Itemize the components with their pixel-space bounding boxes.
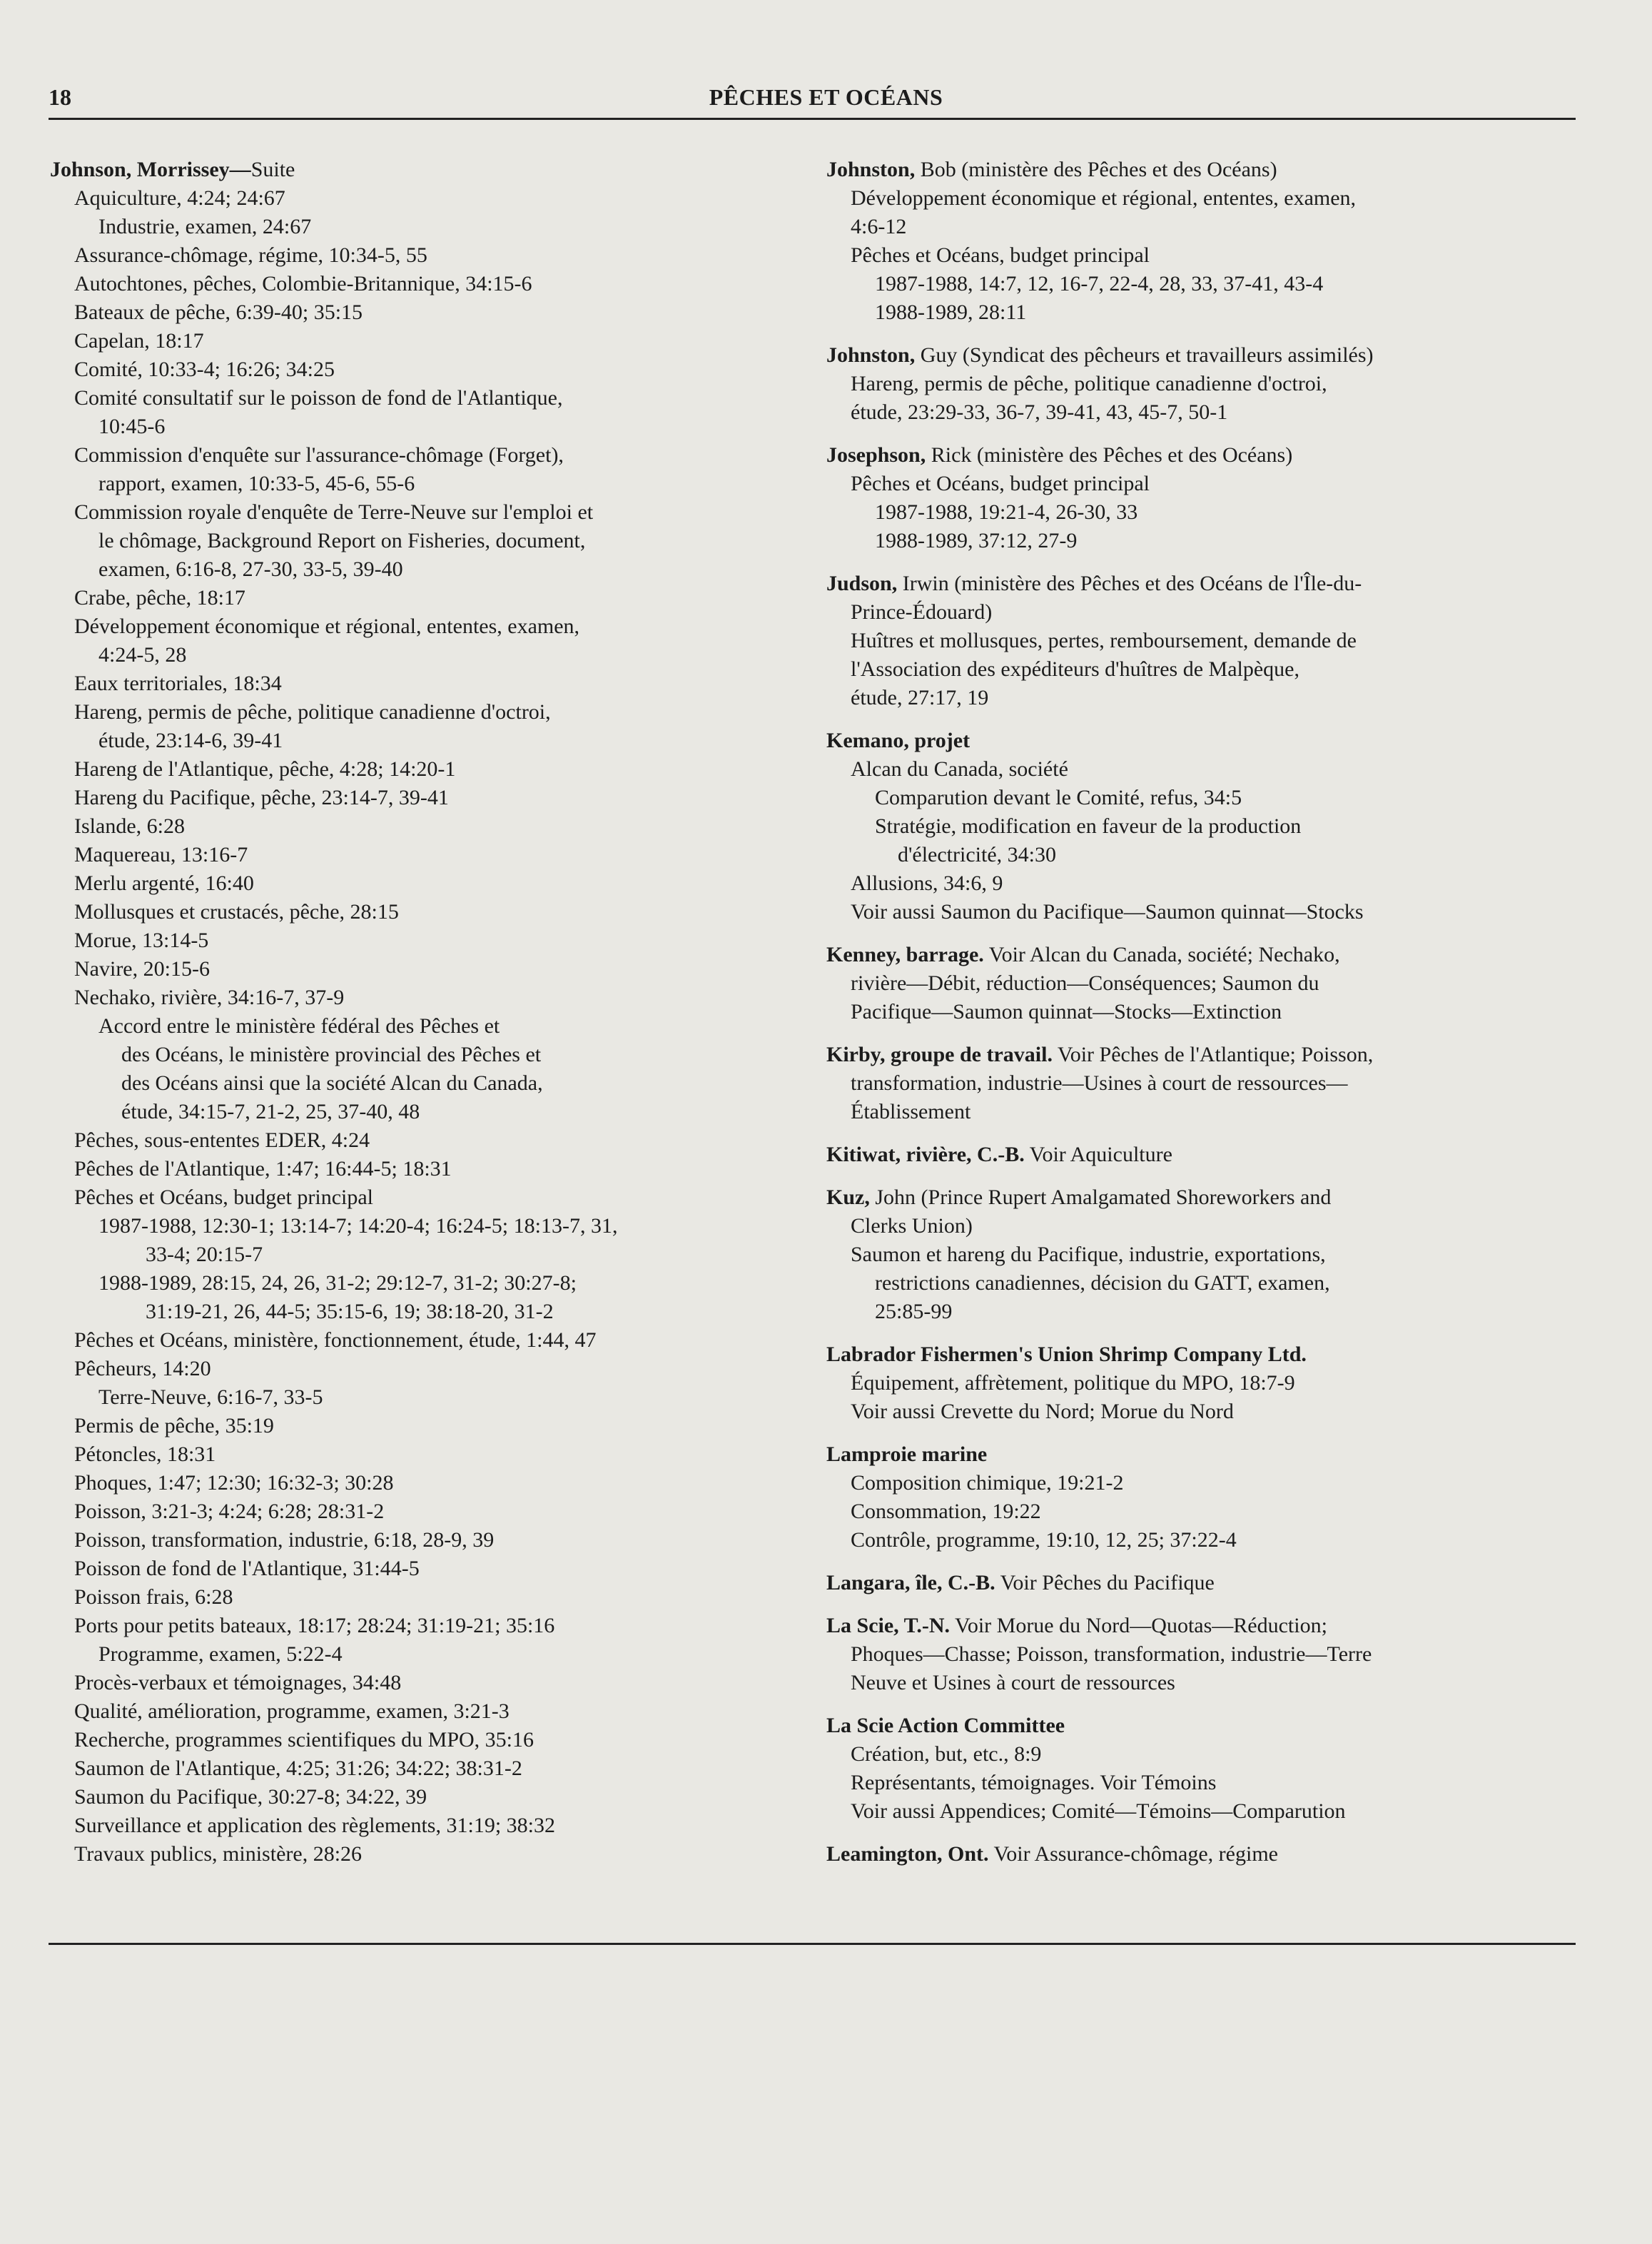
right-index-column: [826, 156, 1583, 1883]
index-text: 1987-1988, 19:21-4, 26-30, 33: [875, 500, 1138, 524]
index-heading: Kitiwat, rivière, C.-B.: [826, 1143, 1025, 1166]
index-entry: [826, 941, 1583, 1026]
index-line: [826, 1497, 1583, 1526]
index-heading: Langara, île, C.-B.: [826, 1571, 995, 1594]
index-text: Bob (ministère des Pêches et des Océans): [915, 158, 1277, 181]
index-text: Huîtres et mollusques, pertes, remboursement, demande de: [851, 629, 1357, 652]
index-text: des Océans ainsi que la société Alcan du Canada,: [121, 1071, 543, 1095]
index-heading: Judson,: [826, 572, 898, 595]
index-text: l'Association des expéditeurs d'huîtres de Malpèque,: [851, 657, 1299, 681]
index-line: [50, 1440, 806, 1469]
index-text: Poisson, 3:21-3; 4:24; 6:28; 28:31-2: [74, 1500, 385, 1523]
index-entry: [826, 1340, 1583, 1426]
index-text: Voir aussi Appendices; Comité—Témoins—Comparution: [851, 1799, 1346, 1823]
index-text: Voir Pêches de l'Atlantique; Poisson,: [1052, 1043, 1374, 1066]
index-line: [826, 1269, 1583, 1298]
index-text: Assurance-chômage, régime, 10:34-5, 55: [74, 243, 427, 267]
index-text: Qualité, amélioration, programme, examen, 3:21-3: [74, 1699, 510, 1723]
index-line: [50, 1355, 806, 1383]
index-heading: Kenney, barrage.: [826, 943, 984, 966]
index-text: Comité, 10:33-4; 16:26; 34:25: [74, 358, 335, 381]
index-text: Pêches de l'Atlantique, 1:47; 16:44-5; 18:31: [74, 1157, 452, 1181]
index-text: Travaux publics, ministère, 28:26: [74, 1842, 363, 1866]
index-line: [826, 627, 1583, 655]
index-line: [50, 1754, 806, 1783]
index-text: Permis de pêche, 35:19: [74, 1414, 274, 1437]
index-text: étude, 23:14-6, 39-41: [98, 729, 283, 752]
index-text: Procès-verbaux et témoignages, 34:48: [74, 1671, 402, 1694]
index-line: [50, 1526, 806, 1555]
index-text: Aquiculture, 4:24; 24:67: [74, 186, 285, 210]
index-line: [826, 684, 1583, 712]
index-text: Hareng, permis de pêche, politique canadienne d'octroi,: [74, 700, 551, 724]
index-line: [826, 755, 1583, 784]
index-line: [50, 498, 806, 527]
index-line: [50, 784, 806, 812]
index-line: [50, 1326, 806, 1355]
index-text: Merlu argenté, 16:40: [74, 871, 254, 895]
index-line: [50, 184, 806, 213]
index-text: Voir Assurance-chômage, régime: [988, 1842, 1278, 1866]
index-text: transformation, industrie—Usines à court de ressources—: [851, 1071, 1348, 1095]
index-line: [826, 727, 1583, 755]
index-line: [50, 698, 806, 727]
index-text: étude, 23:29-33, 36-7, 39-41, 43, 45-7, 50-1: [851, 400, 1228, 424]
index-line: [826, 784, 1583, 812]
index-line: [826, 1340, 1583, 1369]
index-line: [826, 470, 1583, 498]
footer-rule: [49, 1943, 1576, 1945]
index-text: Ports pour petits bateaux, 18:17; 28:24; 31:19-21; 35:16: [74, 1614, 555, 1637]
index-text: Rick (ministère des Pêches et des Océans): [926, 443, 1293, 467]
index-line: [50, 241, 806, 270]
index-line: [50, 555, 806, 584]
index-line: [826, 1141, 1583, 1169]
index-text: Saumon du Pacifique, 30:27-8; 34:22, 39: [74, 1785, 427, 1809]
index-text: Commission d'enquête sur l'assurance-chômage (Forget),: [74, 443, 564, 467]
index-entry: [826, 570, 1583, 712]
index-line: [826, 655, 1583, 684]
index-text: étude, 27:17, 19: [851, 686, 989, 709]
index-line: [50, 1041, 806, 1069]
index-text: Neuve et Usines à court de ressources: [851, 1671, 1175, 1694]
index-line: [50, 1383, 806, 1412]
index-text: rivière—Débit, réduction—Conséquences; Saumon du: [851, 971, 1319, 995]
index-line: [826, 213, 1583, 241]
index-entry: [826, 1612, 1583, 1697]
index-heading: Kuz,: [826, 1186, 870, 1209]
index-line: [50, 898, 806, 926]
index-text: 10:45-6: [98, 415, 166, 438]
index-text: 1987-1988, 12:30-1; 13:14-7; 14:20-4; 16:24-5; 18:13-7, 31,: [98, 1214, 618, 1238]
index-line: [826, 969, 1583, 998]
index-line: [826, 898, 1583, 926]
index-line: [826, 1298, 1583, 1326]
index-line: [50, 869, 806, 898]
index-text: Voir aussi Saumon du Pacifique—Saumon quinnat—Stocks: [851, 900, 1364, 924]
index-line: [50, 841, 806, 869]
index-line: [50, 384, 806, 413]
page-number: 18: [49, 84, 71, 110]
index-heading: Kemano, projet: [826, 729, 971, 752]
index-line: [50, 1069, 806, 1098]
index-text: 1988-1989, 28:11: [875, 300, 1027, 324]
index-line: [826, 1440, 1583, 1469]
index-text: Saumon et hareng du Pacifique, industrie, exportations,: [851, 1243, 1326, 1266]
index-text: Pêches et Océans, ministère, fonctionnement, étude, 1:44, 47: [74, 1328, 597, 1352]
index-line: [826, 598, 1583, 627]
index-text: restrictions canadiennes, décision du GATT, examen,: [875, 1271, 1330, 1295]
index-heading: Labrador Fishermen's Union Shrimp Company Ltd.: [826, 1343, 1307, 1366]
index-text: Établissement: [851, 1100, 971, 1123]
index-line: [826, 156, 1583, 184]
index-text: Voir Pêches du Pacifique: [995, 1571, 1215, 1594]
index-text: Hareng de l'Atlantique, pêche, 4:28; 14:20-1: [74, 757, 456, 781]
index-line: [50, 1697, 806, 1726]
index-line: [826, 998, 1583, 1026]
index-line: [50, 1783, 806, 1811]
index-line: [50, 926, 806, 955]
index-line: [50, 641, 806, 669]
index-entry: [826, 1840, 1583, 1869]
index-text: Capelan, 18:17: [74, 329, 204, 353]
index-text: Crabe, pêche, 18:17: [74, 586, 245, 610]
index-text: Accord entre le ministère fédéral des Pêches et: [98, 1014, 500, 1038]
index-line: [826, 1569, 1583, 1597]
index-text: Bateaux de pêche, 6:39-40; 35:15: [74, 300, 363, 324]
index-line: [826, 498, 1583, 527]
index-text: 1987-1988, 14:7, 12, 16-7, 22-4, 28, 33, 37-41, 43-4: [875, 272, 1324, 295]
index-heading: Johnson, Morrissey—: [50, 158, 251, 181]
index-line: [50, 584, 806, 612]
index-text: Phoques—Chasse; Poisson, transformation, industrie—Terre: [851, 1642, 1372, 1666]
index-line: [826, 869, 1583, 898]
index-heading: Kirby, groupe de travail.: [826, 1043, 1053, 1066]
index-line: [50, 1726, 806, 1754]
index-text: Alcan du Canada, société: [851, 757, 1068, 781]
index-line: [50, 270, 806, 298]
index-line: [50, 156, 806, 184]
index-text: Morue, 13:14-5: [74, 929, 209, 952]
index-text: 25:85-99: [875, 1300, 953, 1323]
page-title: PÊCHES ET OCÉANS: [709, 84, 943, 110]
index-line: [50, 1240, 806, 1269]
index-text: Pêches et Océans, budget principal: [851, 243, 1150, 267]
index-line: [50, 441, 806, 470]
index-line: [50, 1640, 806, 1669]
index-line: [50, 470, 806, 498]
index-text: Voir Morue du Nord—Quotas—Réduction;: [950, 1614, 1327, 1637]
index-line: [50, 1183, 806, 1212]
index-line: [826, 1840, 1583, 1869]
index-line: [50, 1155, 806, 1183]
index-line: [50, 669, 806, 698]
index-text: John (Prince Rupert Amalgamated Shoreworkers and: [869, 1186, 1332, 1209]
index-line: [826, 370, 1583, 398]
index-line: [826, 570, 1583, 598]
index-line: [826, 184, 1583, 213]
index-line: [826, 1240, 1583, 1269]
index-line: [826, 1640, 1583, 1669]
index-line: [826, 812, 1583, 841]
left-index-column: [50, 156, 806, 1869]
index-text: Poisson de fond de l'Atlantique, 31:44-5: [74, 1557, 420, 1580]
index-text: Pêches, sous-ententes EDER, 4:24: [74, 1128, 370, 1152]
index-entry: [826, 441, 1583, 555]
index-text: Pêcheurs, 14:20: [74, 1357, 211, 1380]
index-text: Islande, 6:28: [74, 814, 185, 838]
index-text: Pêches et Océans, budget principal: [74, 1186, 374, 1209]
index-line: [826, 1712, 1583, 1740]
index-line: [50, 413, 806, 441]
index-line: [826, 1369, 1583, 1398]
index-line: [826, 1041, 1583, 1069]
index-text: 33-4; 20:15-7: [146, 1243, 263, 1266]
index-line: [826, 1098, 1583, 1126]
index-text: Irwin (ministère des Pêches et des Océans de l'Île-du-: [897, 572, 1362, 595]
index-text: d'électricité, 34:30: [898, 843, 1056, 866]
index-line: [50, 527, 806, 555]
index-text: Hareng, permis de pêche, politique canadienne d'octroi,: [851, 372, 1327, 395]
index-text: Voir aussi Crevette du Nord; Morue du Nord: [851, 1400, 1234, 1423]
index-text: Comité consultatif sur le poisson de fond de l'Atlantique,: [74, 386, 563, 410]
index-entry: [826, 1569, 1583, 1597]
index-heading: La Scie, T.-N.: [826, 1614, 951, 1637]
index-line: [50, 1012, 806, 1041]
index-text: Contrôle, programme, 19:10, 12, 25; 37:22-4: [851, 1528, 1237, 1552]
index-line: [826, 527, 1583, 555]
index-line: [826, 1212, 1583, 1240]
index-line: [50, 955, 806, 984]
index-line: [50, 1126, 806, 1155]
index-text: Hareng du Pacifique, pêche, 23:14-7, 39-41: [74, 786, 449, 809]
index-line: [50, 1212, 806, 1240]
index-text: Autochtones, pêches, Colombie-Britannique, 34:15-6: [74, 272, 532, 295]
index-line: [50, 1555, 806, 1583]
index-text: Développement économique et régional, ententes, examen,: [74, 615, 580, 638]
index-line: [50, 812, 806, 841]
index-entry: [826, 156, 1583, 327]
index-text: Commission royale d'enquête de Terre-Neuve sur l'emploi et: [74, 500, 594, 524]
index-line: [50, 1298, 806, 1326]
index-text: Programme, examen, 5:22-4: [98, 1642, 343, 1666]
index-heading: Johnston,: [826, 343, 916, 367]
index-line: [826, 1612, 1583, 1640]
index-line: [50, 1269, 806, 1298]
index-entry: [826, 1141, 1583, 1169]
index-text: Stratégie, modification en faveur de la production: [875, 814, 1302, 838]
index-text: étude, 34:15-7, 21-2, 25, 37-40, 48: [121, 1100, 420, 1123]
index-text: Pacifique—Saumon quinnat—Stocks—Extinction: [851, 1000, 1282, 1024]
index-line: [50, 1583, 806, 1612]
index-text: 4:6-12: [851, 215, 907, 238]
index-entry: [826, 1712, 1583, 1826]
header-rule: [49, 118, 1576, 120]
index-text: Eaux territoriales, 18:34: [74, 672, 282, 695]
index-line: [826, 1669, 1583, 1697]
index-line: [50, 1811, 806, 1840]
index-line: [826, 1398, 1583, 1426]
index-heading: La Scie Action Committee: [826, 1714, 1065, 1737]
index-text: Consommation, 19:22: [851, 1500, 1041, 1523]
index-text: Surveillance et application des règlements, 31:19; 38:32: [74, 1814, 555, 1837]
index-heading: Josephson,: [826, 443, 926, 467]
index-text: Représentants, témoignages. Voir Témoins: [851, 1771, 1217, 1794]
index-line: [50, 327, 806, 355]
index-text: rapport, examen, 10:33-5, 45-6, 55-6: [98, 472, 415, 495]
index-line: [826, 1069, 1583, 1098]
index-line: [826, 841, 1583, 869]
index-entry: [826, 1183, 1583, 1326]
index-text: 31:19-21, 26, 44-5; 35:15-6, 19; 38:18-20, 31-2: [146, 1300, 554, 1323]
index-text: Voir Alcan du Canada, société; Nechako,: [983, 943, 1340, 966]
index-text: examen, 6:16-8, 27-30, 33-5, 39-40: [98, 557, 403, 581]
index-text: Pêches et Océans, budget principal: [851, 472, 1150, 495]
index-text: Mollusques et crustacés, pêche, 28:15: [74, 900, 399, 924]
index-line: [50, 755, 806, 784]
index-entry: [826, 727, 1583, 926]
index-line: [826, 241, 1583, 270]
index-text: Développement économique et régional, ententes, examen,: [851, 186, 1357, 210]
index-text: Création, but, etc., 8:9: [851, 1742, 1042, 1766]
index-line: [826, 298, 1583, 327]
index-line: [50, 612, 806, 641]
index-text: Nechako, rivière, 34:16-7, 37-9: [74, 986, 345, 1009]
index-line: [50, 1669, 806, 1697]
index-line: [826, 1769, 1583, 1797]
index-text: Équipement, affrètement, politique du MPO, 18:7-9: [851, 1371, 1295, 1395]
index-line: [50, 1840, 806, 1869]
index-text: Clerks Union): [851, 1214, 973, 1238]
index-line: [50, 355, 806, 384]
index-line: [826, 941, 1583, 969]
index-text: Voir Aquiculture: [1024, 1143, 1172, 1166]
index-line: [826, 398, 1583, 427]
index-entry: [826, 1440, 1583, 1555]
index-text: Navire, 20:15-6: [74, 957, 210, 981]
index-text: Terre-Neuve, 6:16-7, 33-5: [98, 1385, 323, 1409]
index-text: Prince-Édouard): [851, 600, 993, 624]
index-text: Poisson, transformation, industrie, 6:18, 28-9, 39: [74, 1528, 495, 1552]
index-entry: [826, 1041, 1583, 1126]
index-line: [50, 1497, 806, 1526]
index-line: [826, 441, 1583, 470]
index-text: Comparution devant le Comité, refus, 34:5: [875, 786, 1242, 809]
index-text: 1988-1989, 37:12, 27-9: [875, 529, 1078, 552]
index-line: [826, 1740, 1583, 1769]
index-text: Saumon de l'Atlantique, 4:25; 31:26; 34:22; 38:31-2: [74, 1757, 522, 1780]
index-heading: Leamington, Ont.: [826, 1842, 989, 1866]
index-line: [50, 298, 806, 327]
index-line: [826, 1797, 1583, 1826]
index-text: Maquereau, 13:16-7: [74, 843, 248, 866]
index-line: [50, 727, 806, 755]
index-line: [826, 1526, 1583, 1555]
index-text: Suite: [250, 158, 295, 181]
index-text: des Océans, le ministère provincial des Pêches et: [121, 1043, 542, 1066]
index-text: Industrie, examen, 24:67: [98, 215, 312, 238]
index-text: Recherche, programmes scientifiques du MPO, 35:16: [74, 1728, 534, 1752]
index-text: Allusions, 34:6, 9: [851, 871, 1003, 895]
index-text: Phoques, 1:47; 12:30; 16:32-3; 30:28: [74, 1471, 394, 1495]
index-line: [50, 1098, 806, 1126]
index-entry: [826, 341, 1583, 427]
index-text: Pétoncles, 18:31: [74, 1442, 216, 1466]
index-text: 4:24-5, 28: [98, 643, 187, 667]
index-text: Poisson frais, 6:28: [74, 1585, 233, 1609]
index-line: [826, 341, 1583, 370]
index-text: Composition chimique, 19:21-2: [851, 1471, 1124, 1495]
index-line: [50, 1612, 806, 1640]
index-text: le chômage, Background Report on Fisheries, document,: [98, 529, 586, 552]
index-line: [50, 1469, 806, 1497]
index-heading: Johnston,: [826, 158, 916, 181]
index-heading: Lamproie marine: [826, 1442, 988, 1466]
index-line: [50, 1412, 806, 1440]
index-line: [826, 270, 1583, 298]
index-line: [826, 1183, 1583, 1212]
index-text: 1988-1989, 28:15, 24, 26, 31-2; 29:12-7, 31-2; 30:27-8;: [98, 1271, 577, 1295]
index-line: [50, 213, 806, 241]
index-line: [50, 984, 806, 1012]
index-line: [826, 1469, 1583, 1497]
index-text: Guy (Syndicat des pêcheurs et travailleurs assimilés): [915, 343, 1374, 367]
